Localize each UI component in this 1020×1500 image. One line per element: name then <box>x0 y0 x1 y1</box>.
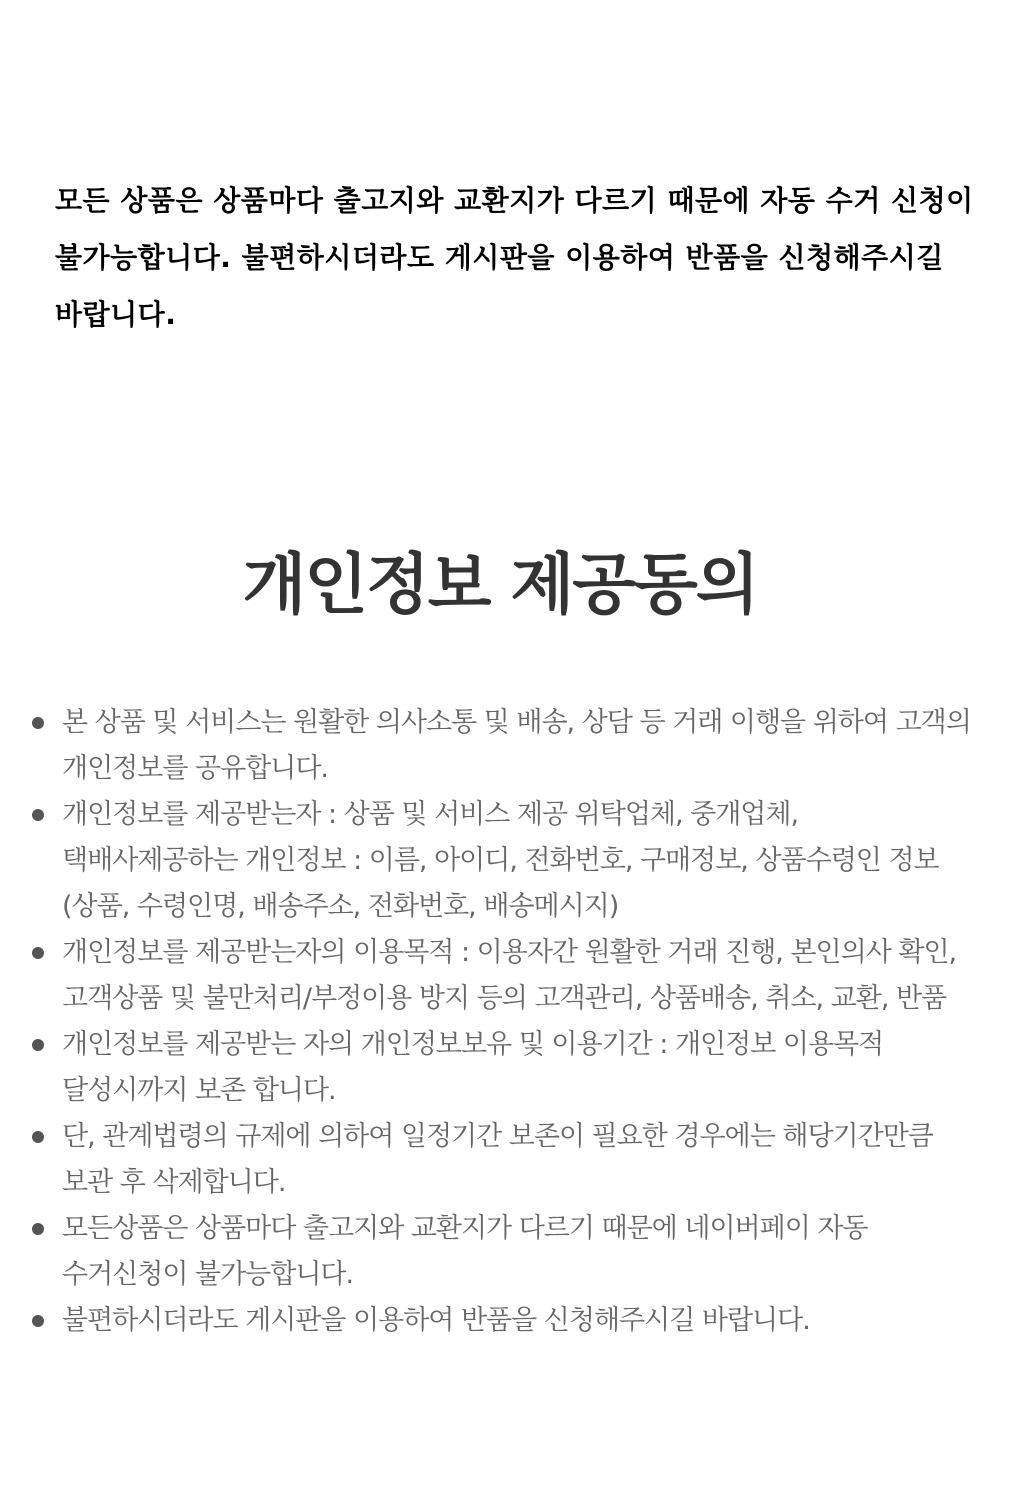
bullet-dot-icon <box>32 1315 44 1327</box>
list-item <box>28 1114 973 1206</box>
list-item <box>28 792 973 930</box>
bullet-dot-icon <box>32 717 44 729</box>
privacy-consent-list <box>28 700 973 1344</box>
bullet-dot-icon <box>32 809 44 821</box>
list-item-text: 모든상품은 상품마다 출고지와 교환지가 다르기 때문에 네이버페이 자동 수거신청이 불가능합니다. <box>62 1213 868 1290</box>
list-item-text: 개인정보를 제공받는자의 이용목적 : 이용자간 원활한 거래 진행, 본인의사 확인, 고객상품 및 불만처리/부정이용 방지 등의 고객관리, 상품배송, 취소, 교환, 반품 <box>62 937 957 1014</box>
bullet-dot-icon <box>32 1039 44 1051</box>
list-item-text: 개인정보를 제공받는자 : 상품 및 서비스 제공 위탁업체, 중개업체,택배사제공하는 개인정보 : 이름, 아이디, 전화번호, 구매정보, 상품수령인 정보(상품, 수령인명, 배송주소, 전화번호, 배송메시지) <box>62 799 939 922</box>
list-item <box>28 1206 973 1298</box>
list-item-text: 단, 관계법령의 규제에 의하여 일정기간 보존이 필요한 경우에는 해당기간만큼 보관 후 삭제합니다. <box>62 1121 933 1198</box>
section-title-privacy-consent: 개인정보 제공동의 <box>242 546 758 623</box>
bullet-dot-icon <box>32 1131 44 1143</box>
return-notice: 모든 상품은 상품마다 출고지와 교환지가 다르기 때문에 자동 수거 신청이 불가능합니다. 불편하시더라도 게시판을 이용하여 반품을 신청해주시길 바랍니다. <box>55 184 974 331</box>
list-item-text: 본 상품 및 서비스는 원활한 의사소통 및 배송, 상담 등 거래 이행을 위하여 고객의 개인정보를 공유합니다. <box>62 707 971 784</box>
list-item <box>28 1298 973 1344</box>
list-item <box>28 930 973 1022</box>
list-item <box>28 700 973 792</box>
bullet-dot-icon <box>32 1223 44 1235</box>
list-item-text: 불편하시더라도 게시판을 이용하여 반품을 신청해주시길 바랍니다. <box>62 1305 810 1336</box>
list-item-text: 개인정보를 제공받는 자의 개인정보보유 및 이용기간 : 개인정보 이용목적 달성시까지 보존 합니다. <box>62 1029 884 1106</box>
bullet-dot-icon <box>32 947 44 959</box>
list-item <box>28 1022 973 1114</box>
